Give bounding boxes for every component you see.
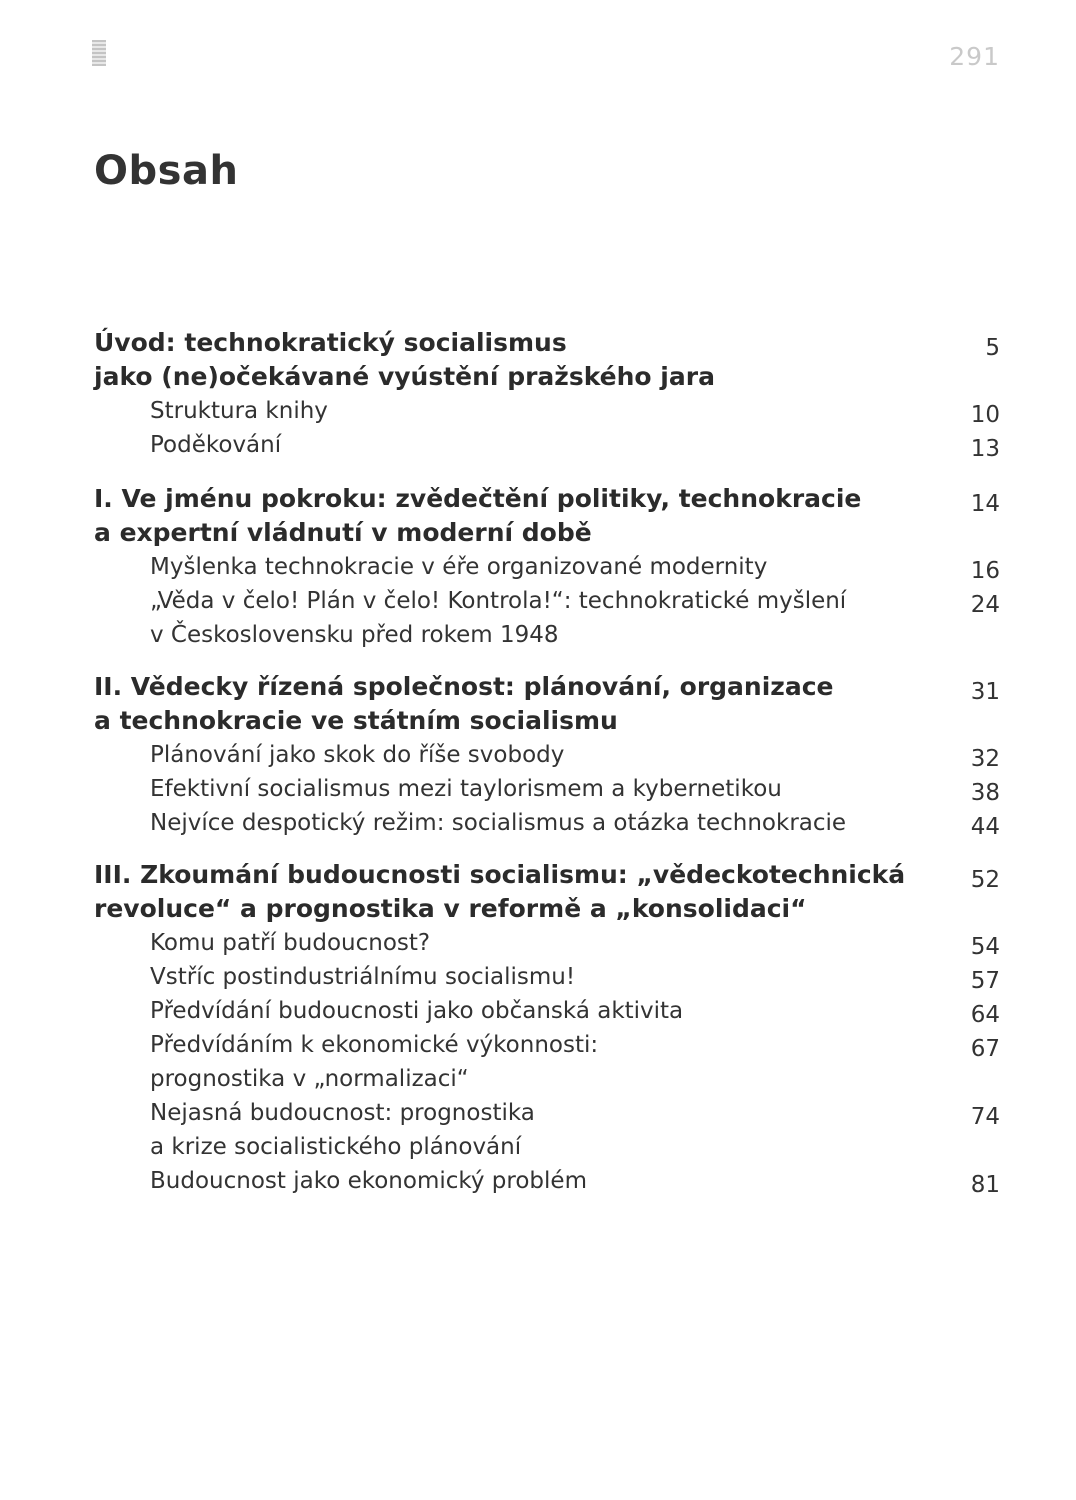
toc-entry-label: Budoucnost jako ekonomický problém (150, 1168, 587, 1194)
toc-entry[interactable] (94, 806, 1000, 840)
toc-section-chapter-1 (94, 482, 1000, 652)
toc-entry-label: prognostika v „normalizaci“ (150, 1066, 469, 1092)
toc-heading-line: revoluce“ a prognostika v reformě a „konsolidaci“ (94, 894, 807, 923)
toc-entry-label: a krize socialistického plánování (150, 1134, 522, 1160)
toc-page-number: 38 (970, 780, 1000, 806)
toc-heading-line: jako (ne)očekávané vyústění pražského jara (94, 362, 715, 391)
toc-entry[interactable] (94, 994, 1000, 1028)
toc-entry-label: Struktura knihy (150, 398, 328, 424)
toc-entry[interactable] (94, 772, 1000, 806)
page-title: Obsah (94, 148, 239, 194)
toc-entry[interactable] (94, 550, 1000, 584)
toc-heading-line: III. Zkoumání budoucnosti socialismu: „vědeckotechnická (94, 860, 906, 889)
toc-heading[interactable] (94, 670, 1000, 738)
toc-entry-label: Plánování jako skok do říše svobody (150, 742, 565, 768)
toc-entry[interactable] (94, 584, 1000, 652)
toc-entry-label: Poděkování (150, 432, 282, 458)
page-number: 291 (949, 42, 1000, 71)
toc-entry[interactable] (94, 428, 1000, 462)
toc-page-number: 31 (970, 679, 1000, 705)
toc-entry-label: „Věda v čelo! Plán v čelo! Kontrola!“: technokratické myšlení (150, 588, 847, 614)
toc-page-number: 52 (970, 867, 1000, 893)
toc-entry-label: Předvídáním k ekonomické výkonnosti: (150, 1032, 599, 1058)
toc-entry[interactable] (94, 1028, 1000, 1096)
toc-section-intro (94, 326, 1000, 462)
toc-page-number: 13 (970, 436, 1000, 462)
toc-heading-line: a expertní vládnutí v moderní době (94, 518, 592, 547)
toc-entry[interactable] (94, 926, 1000, 960)
toc-page-number: 10 (970, 402, 1000, 428)
toc-heading[interactable] (94, 326, 1000, 394)
toc-entry-label: Vstříc postindustriálnímu socialismu! (150, 964, 576, 990)
toc-page-number: 32 (970, 746, 1000, 772)
toc-entry-label: Nejvíce despotický režim: socialismus a otázka technokracie (150, 810, 847, 836)
corner-mark (92, 40, 106, 66)
toc-page-number: 57 (970, 968, 1000, 994)
toc-page-number: 67 (970, 1036, 1000, 1062)
toc-heading-line: Úvod: technokratický socialismus (94, 328, 567, 357)
toc-entry-label: Předvídání budoucnosti jako občanská aktivita (150, 998, 684, 1024)
toc-entry-label: v Československu před rokem 1948 (150, 622, 559, 648)
toc-entry-label: Myšlenka technokracie v éře organizované modernity (150, 554, 768, 580)
toc-entry-label: Komu patří budoucnost? (150, 930, 431, 956)
toc-section-chapter-3 (94, 858, 1000, 1198)
toc-heading[interactable] (94, 482, 1000, 550)
toc-entry[interactable] (94, 1164, 1000, 1198)
toc-page-number: 14 (970, 491, 1000, 517)
toc-section-chapter-2 (94, 670, 1000, 840)
toc-page-number: 44 (970, 814, 1000, 840)
toc-entry[interactable] (94, 738, 1000, 772)
toc-page-number: 16 (970, 558, 1000, 584)
toc-heading[interactable] (94, 858, 1000, 926)
toc-heading-line: a technokracie ve státním socialismu (94, 706, 618, 735)
toc-entry[interactable] (94, 1096, 1000, 1164)
toc-page-number: 5 (985, 335, 1000, 361)
toc-page-number: 54 (970, 934, 1000, 960)
toc-entry[interactable] (94, 960, 1000, 994)
toc-page-number: 64 (970, 1002, 1000, 1028)
toc-page-number: 81 (970, 1172, 1000, 1198)
toc-heading-line: II. Vědecky řízená společnost: plánování, organizace (94, 672, 834, 701)
toc-page-number: 24 (970, 592, 1000, 618)
toc-heading-line: I. Ve jménu pokroku: zvědečtění politiky, technokracie (94, 484, 862, 513)
toc-entry-label: Nejasná budoucnost: prognostika (150, 1100, 535, 1126)
toc-entry[interactable] (94, 394, 1000, 428)
toc-page-number: 74 (970, 1104, 1000, 1130)
table-of-contents (94, 326, 1000, 1216)
toc-entry-label: Efektivní socialismus mezi taylorismem a kybernetikou (150, 776, 782, 802)
